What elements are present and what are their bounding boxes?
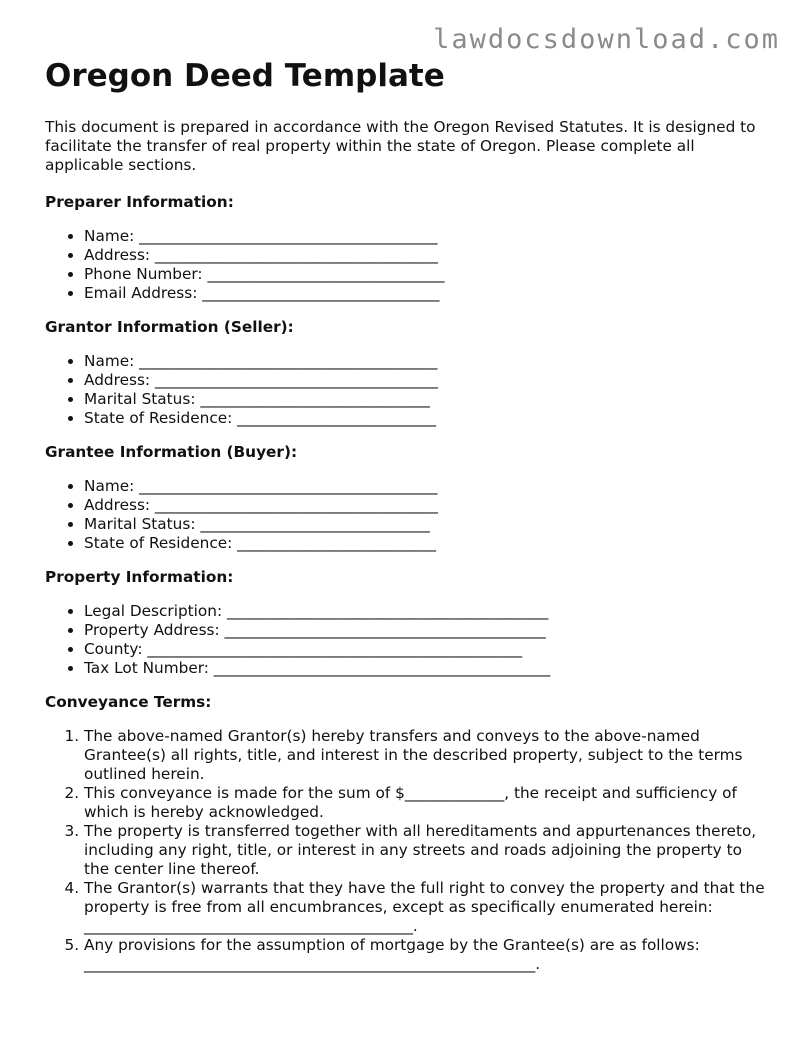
conveyance-term: 3. The property is transferred together with all hereditaments and appurtenances thereto, including any right, title, or interest in any streets and roads adjoining the property to the center line thereof. (84, 822, 765, 879)
conveyance-heading: Conveyance Terms: (45, 693, 212, 711)
grantor-list (45, 352, 765, 428)
conveyance-term: 1. The above-named Grantor(s) hereby transfers and conveys to the above-named Grantee(s) all rights, title, and interest in the described property, subject to the terms outlined herein. (84, 727, 765, 784)
grantor-heading: Grantor Information (Seller): (45, 318, 294, 336)
tax-lot-field: • Tax Lot Number: ____________________________________________ (84, 659, 765, 678)
grantor-state-field: • State of Residence: __________________________ (84, 409, 765, 428)
preparer-heading: Preparer Information: (45, 193, 234, 211)
preparer-list (45, 227, 765, 303)
grantee-state-field: • State of Residence: __________________________ (84, 534, 765, 553)
grantee-address-field: • Address: _____________________________________ (84, 496, 765, 515)
preparer-name-field: • Name: _______________________________________ (84, 227, 765, 246)
property-address-field: • Property Address: __________________________________________ (84, 621, 765, 640)
property-list (45, 602, 765, 678)
preparer-address-field: • Address: _____________________________________ (84, 246, 765, 265)
intro-paragraph: This document is prepared in accordance with the Oregon Revised Statutes. It is designed to facilitate the transfer of real property within the state of Oregon. Please complete all applicable sections. (45, 118, 756, 174)
document-page (45, 58, 765, 989)
grantor-marital-status-field: • Marital Status: ______________________________ (84, 390, 765, 409)
conveyance-term: 4. The Grantor(s) warrants that they have the full right to convey the property and that the property is free from all encumbrances, except as specifically enumerated herein: ___________________________________________. (84, 879, 765, 936)
legal-description-field: • Legal Description: __________________________________________ (84, 602, 765, 621)
property-heading: Property Information: (45, 568, 234, 586)
grantee-heading: Grantee Information (Buyer): (45, 443, 298, 461)
grantee-marital-status-field: • Marital Status: ______________________________ (84, 515, 765, 534)
grantor-address-field: • Address: _____________________________________ (84, 371, 765, 390)
conveyance-term: 2. This conveyance is made for the sum of $_____________, the receipt and sufficiency of which is hereby acknowledged. (84, 784, 765, 822)
grantee-name-field: • Name: _______________________________________ (84, 477, 765, 496)
county-field: • County: _________________________________________________ (84, 640, 765, 659)
site-watermark: lawdocsdownload.com (433, 24, 780, 55)
preparer-phone-field: • Phone Number: _______________________________ (84, 265, 765, 284)
conveyance-term: 5. Any provisions for the assumption of mortgage by the Grantee(s) are as follows: ___________________________________________________________. (84, 936, 765, 974)
document-title: Oregon Deed Template (45, 58, 445, 94)
conveyance-list (45, 727, 765, 974)
preparer-email-field: • Email Address: _______________________________ (84, 284, 765, 303)
grantee-list (45, 477, 765, 553)
grantor-name-field: • Name: _______________________________________ (84, 352, 765, 371)
